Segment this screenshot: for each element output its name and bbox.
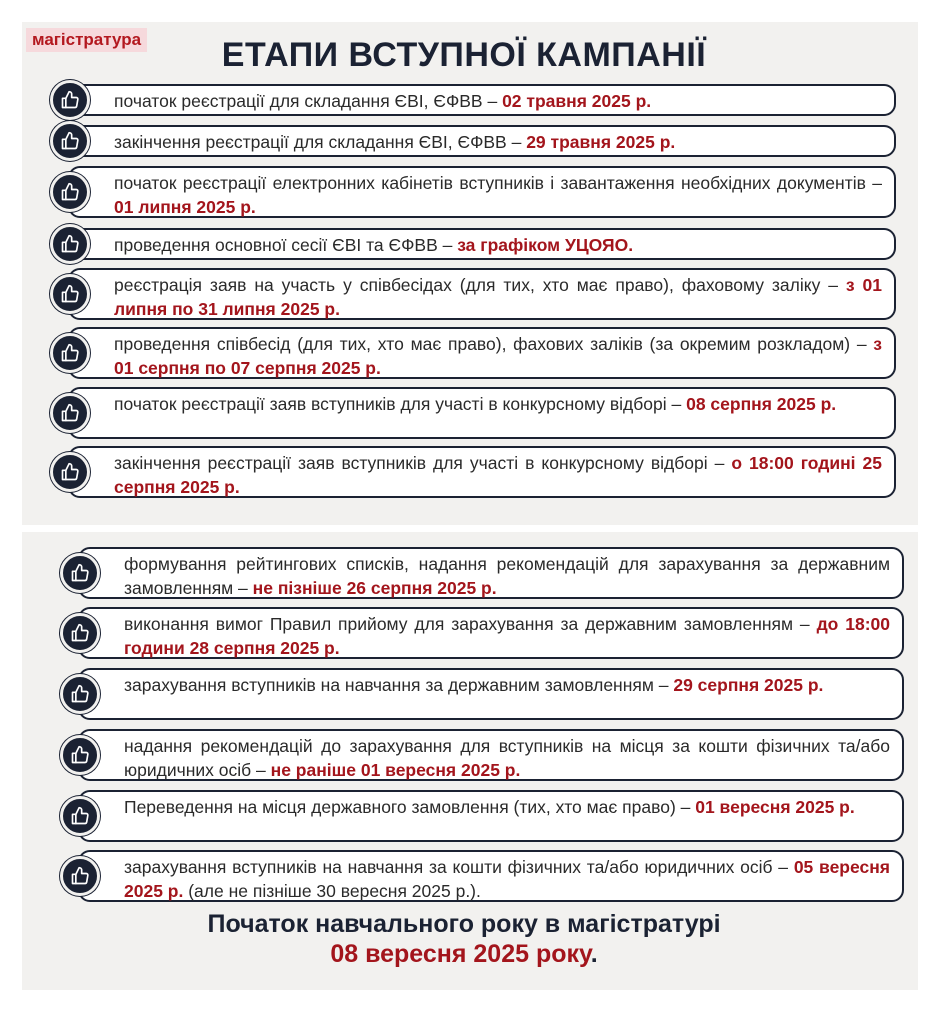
stage-item [68, 327, 896, 379]
stage-item [78, 547, 904, 599]
thumbs-up-icon [50, 274, 90, 314]
footer-line2 [0, 940, 928, 969]
stage-date: не пізніше 26 серпня 2025 р. [252, 578, 497, 598]
thumbs-up-icon [60, 613, 100, 653]
thumbs-up-icon [60, 553, 100, 593]
stage-date: з 01 липня по 31 липня 2025 р. [114, 275, 882, 319]
stage-text: формування рейтингових списків, надання рекомендацій для зарахування за державним замовленням – [124, 554, 890, 598]
stage-item [68, 125, 896, 157]
stage-date: 08 серпня 2025 р. [686, 394, 837, 414]
stage-item [68, 268, 896, 320]
thumbs-up-icon [50, 393, 90, 433]
page-title: ЕТАПИ ВСТУПНОЇ КАМПАНІЇ [221, 36, 707, 74]
thumbs-up-icon [50, 121, 90, 161]
stage-item [78, 607, 904, 659]
stage-date: 29 травня 2025 р. [526, 132, 676, 152]
thumbs-up-icon [60, 735, 100, 775]
stage-item [68, 387, 896, 439]
stage-text: початок реєстрації заяв вступників для участі в конкурсному відборі – [114, 394, 687, 414]
stage-item [68, 84, 896, 116]
stage-text: зарахування вступників на навчання за кошти фізичних та/або юридичних осіб – [124, 857, 794, 877]
thumbs-up-icon [50, 172, 90, 212]
thumbs-up-icon [50, 224, 90, 264]
stage-text: Переведення на місця державного замовлення (тих, хто має право) – [124, 797, 696, 817]
stage-text: початок реєстрації для складання ЄВІ, ЄФВВ – [114, 91, 503, 111]
stage-text: надання рекомендацій до зарахування для вступників на місця за кошти фізичних та/або юридичних осіб – [124, 736, 890, 780]
stage-text: закінчення реєстрації заяв вступників для участі в конкурсному відборі – [114, 453, 732, 473]
footer-period: . [590, 940, 598, 968]
stage-text: проведення основної сесії ЄВІ та ЄФВВ – [114, 235, 458, 255]
stage-item [78, 850, 904, 902]
stage-text: виконання вимог Правил прийому для зарахування за державним замовленням – [124, 614, 817, 634]
thumbs-up-icon [50, 452, 90, 492]
stage-text: початок реєстрації електронних кабінетів вступників і завантаження необхідних документів – [114, 173, 882, 193]
stage-date: о 18:00 годині 25 серпня 2025 р. [114, 453, 882, 497]
thumbs-up-icon [50, 80, 90, 120]
footer-line1: Початок навчального року в магістратурі [207, 910, 721, 938]
stage-item [68, 166, 896, 218]
stage-note: (але не пізніше 30 вересня 2025 р.). [183, 881, 481, 901]
stage-date: 29 серпня 2025 р. [673, 675, 824, 695]
stage-date: не раніше 01 вересня 2025 р. [270, 760, 521, 780]
stage-date: 01 вересня 2025 р. [695, 797, 855, 817]
stage-date: 02 травня 2025 р. [502, 91, 652, 111]
stage-date: з 01 серпня по 07 серпня 2025 р. [114, 334, 882, 378]
footer-date: 08 вересня 2025 року [330, 940, 591, 968]
thumbs-up-icon [60, 856, 100, 896]
thumbs-up-icon [60, 674, 100, 714]
stage-date: до 18:00 години 28 серпня 2025 р. [124, 614, 891, 658]
stage-date: 01 липня 2025 р. [114, 197, 256, 217]
thumbs-up-icon [50, 333, 90, 373]
program-tag: магістратура [26, 28, 147, 52]
stage-item [78, 729, 904, 781]
stage-date: 05 вересня 2025 р. [124, 857, 891, 901]
stage-text: зарахування вступників на навчання за державним замовленням – [124, 675, 674, 695]
thumbs-up-icon [60, 796, 100, 836]
stage-text: реєстрація заяв на участь у співбесідах (для тих, хто має право), фаховому заліку – [114, 275, 846, 295]
stage-item [78, 668, 904, 720]
stage-item [78, 790, 904, 842]
stage-text: закінчення реєстрації для складання ЄВІ, ЄФВВ – [114, 132, 527, 152]
stage-item [68, 228, 896, 260]
stage-text: проведення співбесід (для тих, хто має право), фахових заліків (за окремим розкладом) – [114, 334, 874, 354]
stage-date: за графіком УЦОЯО. [457, 235, 634, 255]
stage-item [68, 446, 896, 498]
